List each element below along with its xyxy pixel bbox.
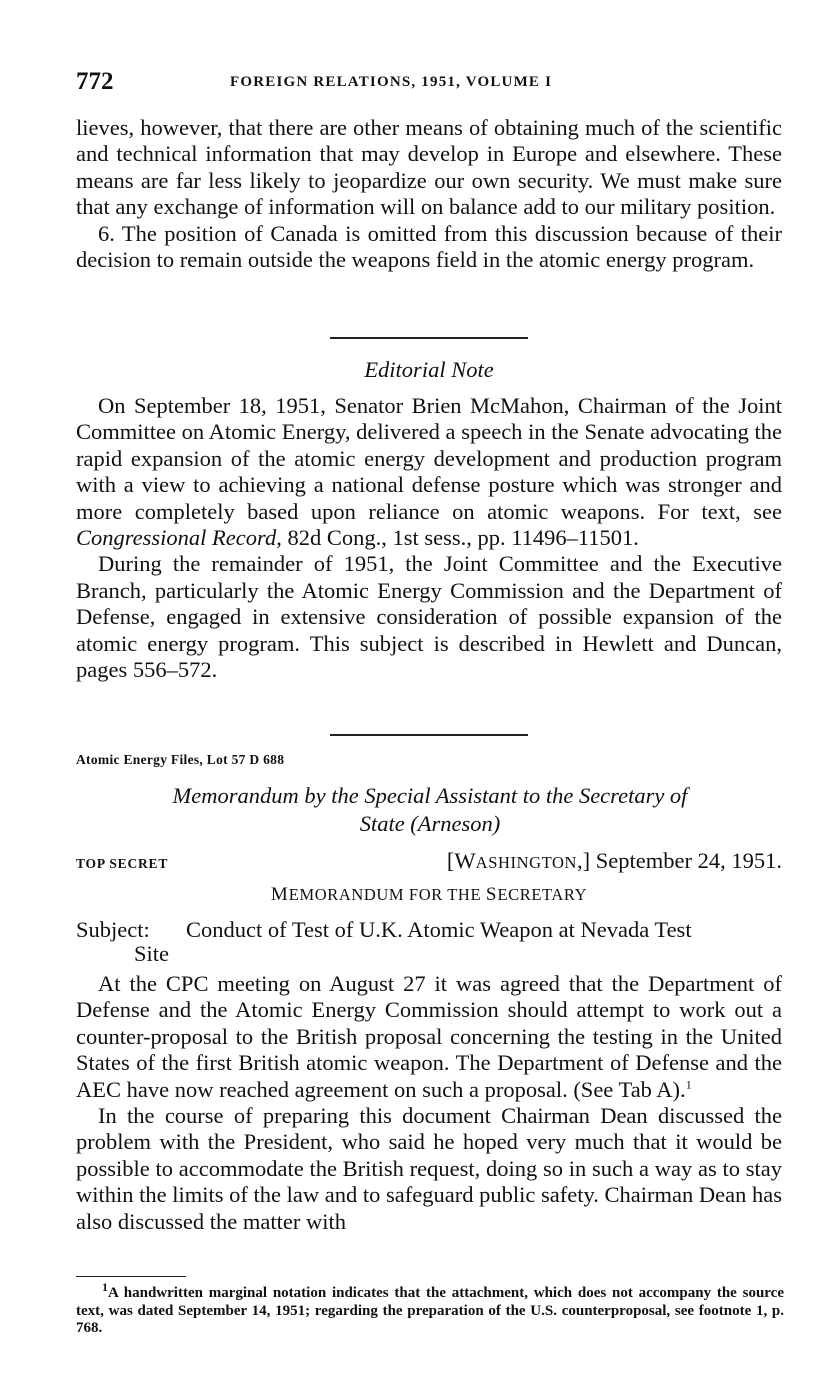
subject-text-continued: Site xyxy=(134,941,170,966)
continued-paragraph: lieves, however, that there are other means of obtaining much of the scientific and technical information that may develop in Europe and elsewhere. These means are far less likely to jeopardize our own security. We must make sure that any exchange of information will on balance add to our military position. xyxy=(76,115,782,220)
publication-title: Congressional Record xyxy=(76,525,277,551)
section-divider-2 xyxy=(330,734,528,736)
footnote-divider xyxy=(76,1276,186,1277)
footnotes xyxy=(76,1280,784,1338)
title-author: Arneson xyxy=(417,811,493,836)
editorial-paragraph-1 xyxy=(76,393,782,551)
footnote-1 xyxy=(76,1280,784,1338)
classification-label: TOP SECRET xyxy=(76,856,169,871)
dateline-place: ASHINGTON xyxy=(475,853,578,872)
memo-addressee xyxy=(76,884,782,906)
addressee-part: M xyxy=(270,884,289,905)
subject-label: Subject: xyxy=(76,917,150,942)
memo-paragraph-1 xyxy=(76,971,782,1103)
memo-body xyxy=(76,971,782,1235)
page-header xyxy=(76,66,786,102)
title-close: ) xyxy=(492,811,501,836)
editorial-text-end: , 82d Cong., 1st sess., pp. 11496–11501. xyxy=(276,525,639,551)
footnote-number: 1 xyxy=(102,1280,108,1294)
editorial-note-heading: Editorial Note xyxy=(364,357,494,382)
dateline-date: ,] September 24, 1951. xyxy=(577,848,782,873)
running-head: FOREIGN RELATIONS, 1951, VOLUME I xyxy=(230,74,553,90)
memo-title-line-1: Memorandum by the Special Assistant to the Secretary of xyxy=(172,783,688,808)
memo-title xyxy=(110,782,750,838)
addressee-part: ECRETARY xyxy=(497,885,588,904)
section-divider xyxy=(330,337,528,339)
file-reference: Atomic Energy Files, Lot 57 D 688 xyxy=(76,752,285,767)
memo-paragraph-1-text: At the CPC meeting on August 27 it was agreed that the Department of Defense and the Atomic Energy Commission should attempt to work out a counter-proposal to the British proposal concerning the testing in the United States of the first British atomic weapon. The Department of Defense and the AEC have now reached agreement on such a proposal. (See Tab A). xyxy=(76,971,782,1102)
dateline xyxy=(447,848,782,874)
footnote-text: A handwritten marginal notation indicates that the attachment, which does not accompany the source text, was dated September 14, 1951; regarding the preparation of the U.S. counterproposal, see footnote 1, p. 768. xyxy=(76,1285,784,1336)
continuation-text xyxy=(76,115,782,273)
addressee-part: EMORANDUM FOR THE xyxy=(288,885,486,904)
page-number: 772 xyxy=(76,68,114,95)
addressee-part: S xyxy=(485,884,498,905)
editorial-note-body xyxy=(76,393,782,683)
memo-title-line-2 xyxy=(110,810,750,838)
editorial-paragraph-2: During the remainder of 1951, the Joint Committee and the Executive Branch, particularly the Atomic Energy Commission and the Department of Defense, engaged in extensive consideration of possible expansion of the atomic energy program. This subject is described in Hewlett and Duncan, pages 556–572. xyxy=(76,551,782,683)
title-state: State ( xyxy=(359,811,418,836)
footnote-marker: 1 xyxy=(685,1077,692,1092)
editorial-text: On September 18, 1951, Senator Brien McMahon, Chairman of the Joint Committee on Atomic Energy, delivered a speech in the Senate advocating the rapid expansion of the atomic energy development and production program with a view to achieving a national defense posture which was stronger and more completely based upon reliance on atomic weapons. For text, see xyxy=(76,393,782,524)
dateline-bracket: [ xyxy=(446,848,455,873)
memo-paragraph-2: In the course of preparing this document Chairman Dean discussed the problem with the President, who said he hoped very much that it would be possible to accommodate the British request, doing so in such a way as to stay within the limits of the law and to safeguard public safety. Chairman Dean has also discussed the matter with xyxy=(76,1103,782,1234)
paragraph-6: 6. The position of Canada is omitted from this discussion because of their decision to remain outside the weapons field in the atomic energy program. xyxy=(76,220,782,273)
subject-text: Conduct of Test of U.K. Atomic Weapon at Nevada Test xyxy=(186,917,692,942)
dateline-place-initial: W xyxy=(454,848,476,873)
